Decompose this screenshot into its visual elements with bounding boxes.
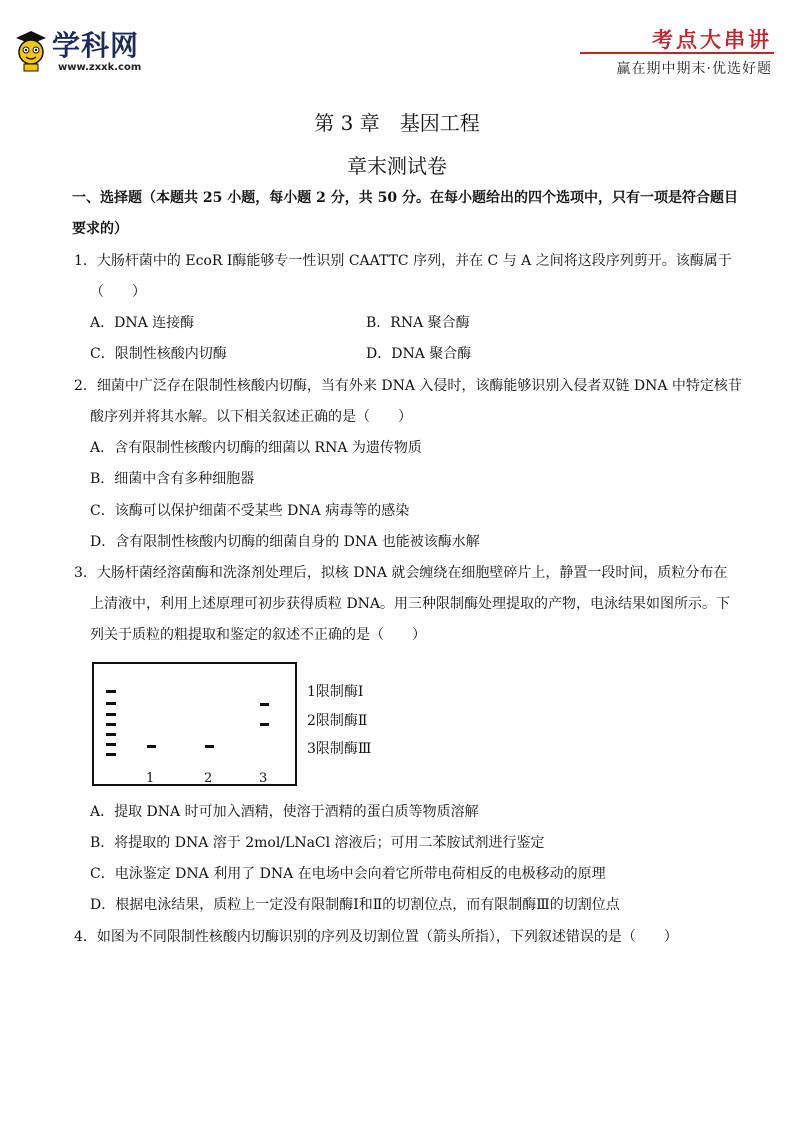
q4-stem-line1: 4．如图为不同限制性核酸内切酶识别的序列及切割位置（箭头所指），下列叙述错误的是（ ） [74,929,678,945]
logo-url: www.zxxk.com [58,62,142,73]
enzyme-label-2: 2限制酶Ⅱ [307,713,368,729]
q2-stem-line2: 酸序列并将其水解。以下相关叙述正确的是（ ） [90,409,412,425]
q2-option-c: C．该酶可以保护细菌不受某些 DNA 病毒等的感染 [90,503,410,519]
enzyme-label-1: 1限制酶Ⅰ [307,684,364,700]
lane-label-2: 2 [204,771,213,786]
q3-stem-line2: 上清液中，利用上述原理可初步获得质粒 DNA。用三种限制酶处理提取的产物，电泳结果如图所示。下 [90,596,731,612]
gel-band [106,743,116,746]
q2-option-a: A．含有限制性核酸内切酶的细菌以 RNA 为遗传物质 [90,440,422,456]
q3-option-b: B．将提取的 DNA 溶于 2mol/LNaCl 溶液后；可用二苯胺试剂进行鉴定 [90,835,545,851]
gel-electrophoresis-figure [92,662,297,786]
brand-title: 考点大串讲 [652,28,772,52]
gel-band [106,753,116,756]
lane-label-1: 1 [146,771,155,786]
chapter-title: 第 3 章 基因工程 [314,111,480,135]
page-title: 章末测试卷 [347,154,447,178]
brand-subtitle: 赢在期中期末·优选好题 [616,61,772,77]
section-heading-line1: 一、选择题（本题共 25 小题，每小题 2 分，共 50 分。在每小题给出的四个选项中，只有一项是符合题目 [72,190,738,206]
enzyme-label-3: 3限制酶Ⅲ [307,741,372,757]
q2-stem-line1: 2．细菌中广泛存在限制性核酸内切酶，当有外来 DNA 入侵时，该酶能够识别入侵者双链 DNA 中特定核苷 [74,378,742,394]
q3-stem-line3: 列关于质粒的粗提取和鉴定的叙述不正确的是（ ） [90,627,426,643]
q2-option-d: D．含有限制性核酸内切酶的细菌自身的 DNA 也能被该酶水解 [90,534,480,550]
q1-stem-line2: （ ） [90,284,146,300]
gel-band [106,690,116,693]
q1-option-b: B．RNA 聚合酶 [366,315,470,331]
gel-band [106,723,116,726]
logo-text: 学科网 [52,29,140,62]
gel-band [106,733,116,736]
gel-band [260,703,269,706]
q1-stem-line1: 1．大肠杆菌中的 EcoR Ⅰ酶能够专一性识别 CAATTC 序列，并在 C 与 A 之间将这段序列剪开。该酶属于 [74,253,732,269]
brand-divider [580,52,774,54]
q1-option-c: C．限制性核酸内切酶 [90,346,227,362]
q3-option-a: A．提取 DNA 时可加入酒精，使溶于酒精的蛋白质等物质溶解 [90,804,479,820]
gel-band [106,702,116,705]
gel-band [106,713,116,716]
q3-option-d: D．根据电泳结果，质粒上一定没有限制酶Ⅰ和Ⅱ的切割位点，而有限制酶Ⅲ的切割位点 [90,897,620,913]
q3-option-c: C．电泳鉴定 DNA 利用了 DNA 在电场中会向着它所带电荷相反的电极移动的原理 [90,866,606,882]
gel-band [147,745,156,748]
lane-label-3: 3 [259,771,268,786]
q1-option-d: D．DNA 聚合酶 [366,346,472,362]
q1-option-a: A．DNA 连接酶 [90,315,195,331]
section-heading-line2: 要求的） [72,221,128,237]
gel-band [205,745,214,748]
q3-stem-line1: 3．大肠杆菌经溶菌酶和洗涤剂处理后，拟核 DNA 就会缠绕在细胞壁碎片上，静置一段时间，质粒分布在 [74,565,728,581]
q2-option-b: B．细菌中含有多种细胞器 [90,471,255,487]
logo-mascot-icon [14,28,48,72]
gel-band [260,723,269,726]
